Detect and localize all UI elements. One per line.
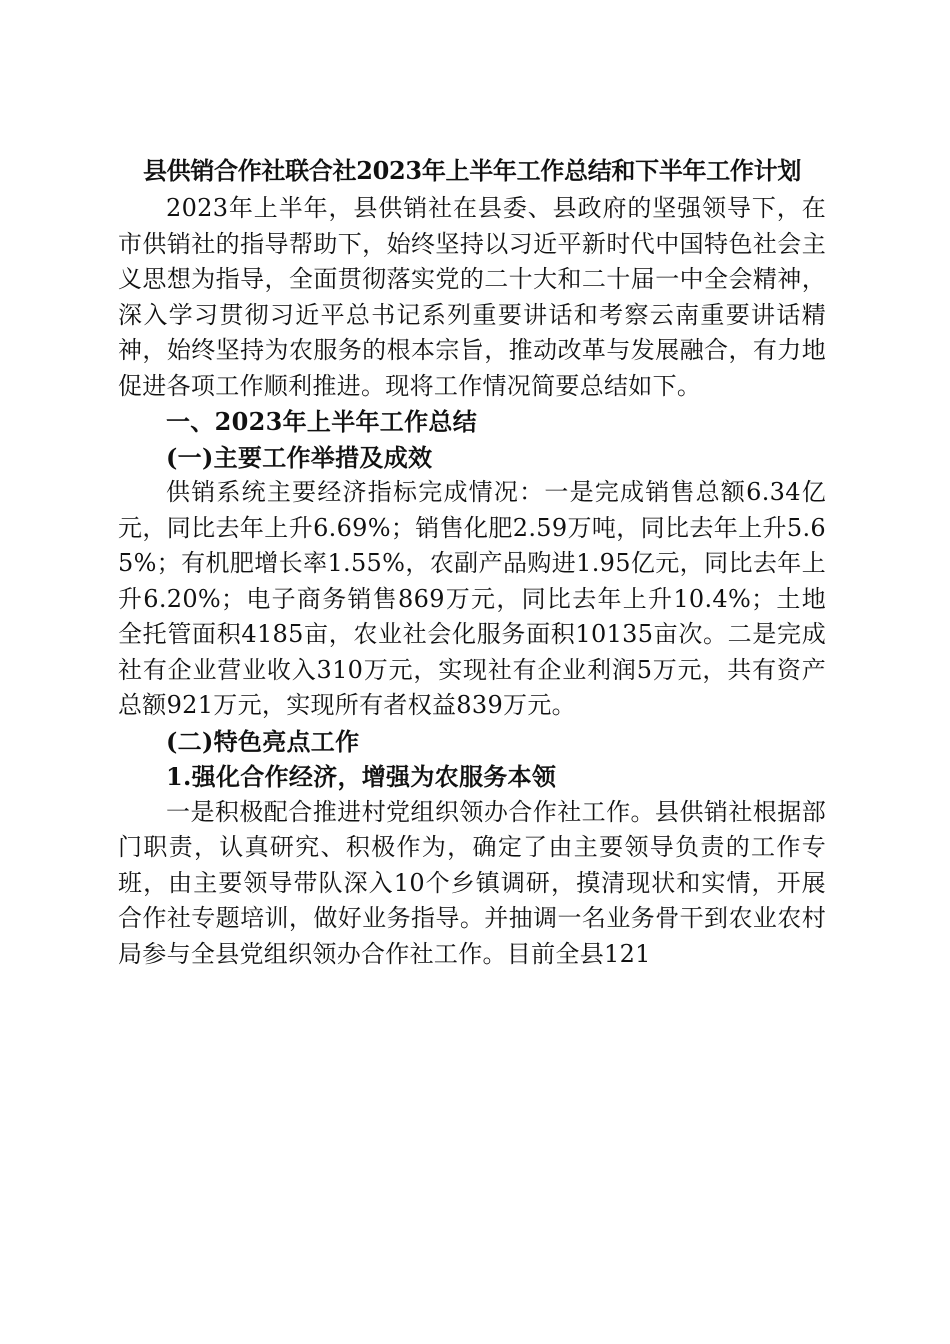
subsection-1-paragraph: 供销系统主要经济指标完成情况：一是完成销售总额6.34亿元，同比去年上升6.69%；销售化肥2.59万吨，同比去年上升5.65%；有机肥增长率1.55%，农副产品购进1.95亿元，同比去年上升6.20%；电子商务销售869万元，同比去年上升10.4%；土地全托管面积4185亩，农业社会化服务面积10135亩次。二是完成社有企业营业收入310万元，实现社有企业利润5万元，共有资产总额921万元，实现所有者权益839万元。 <box>118 478 826 719</box>
subsection-2-heading: (二)特色亮点工作 <box>166 726 360 756</box>
item-1-heading: 1.强化合作经济，增强为农服务本领 <box>166 762 557 791</box>
document-body <box>118 151 826 972</box>
subsection-1-heading: (一)主要工作举措及成效 <box>166 442 433 472</box>
item-1-paragraph: 一是积极配合推进村党组织领办合作社工作。县供销社根据部门职责，认真研究、积极作为，确定了由主要领导负责的工作专班，由主要领导带队深入10个乡镇调研，摸清现状和实情，开展合作社专题培训，做好业务指导。并抽调一名业务骨干到农业农村局参与全县党组织领办合作社工作。目前全县121 <box>118 797 826 968</box>
intro-paragraph: 2023年上半年，县供销社在县委、县政府的坚强领导下，在市供销社的指导帮助下，始终坚持以习近平新时代中国特色社会主义思想为指导，全面贯彻落实党的二十大和二十届一中全会精神，深入学习贯彻习近平总书记系列重要讲话和考察云南重要讲话精神，始终坚持为农服务的根本宗旨，推动改革与发展融合，有力地促进各项工作顺利推进。现将工作情况简要总结如下。 <box>118 194 826 400</box>
document-title: 县供销合作社联合社2023年上半年工作总结和下半年工作计划 <box>142 156 802 185</box>
section-1-heading: 一、2023年上半年工作总结 <box>166 407 477 436</box>
